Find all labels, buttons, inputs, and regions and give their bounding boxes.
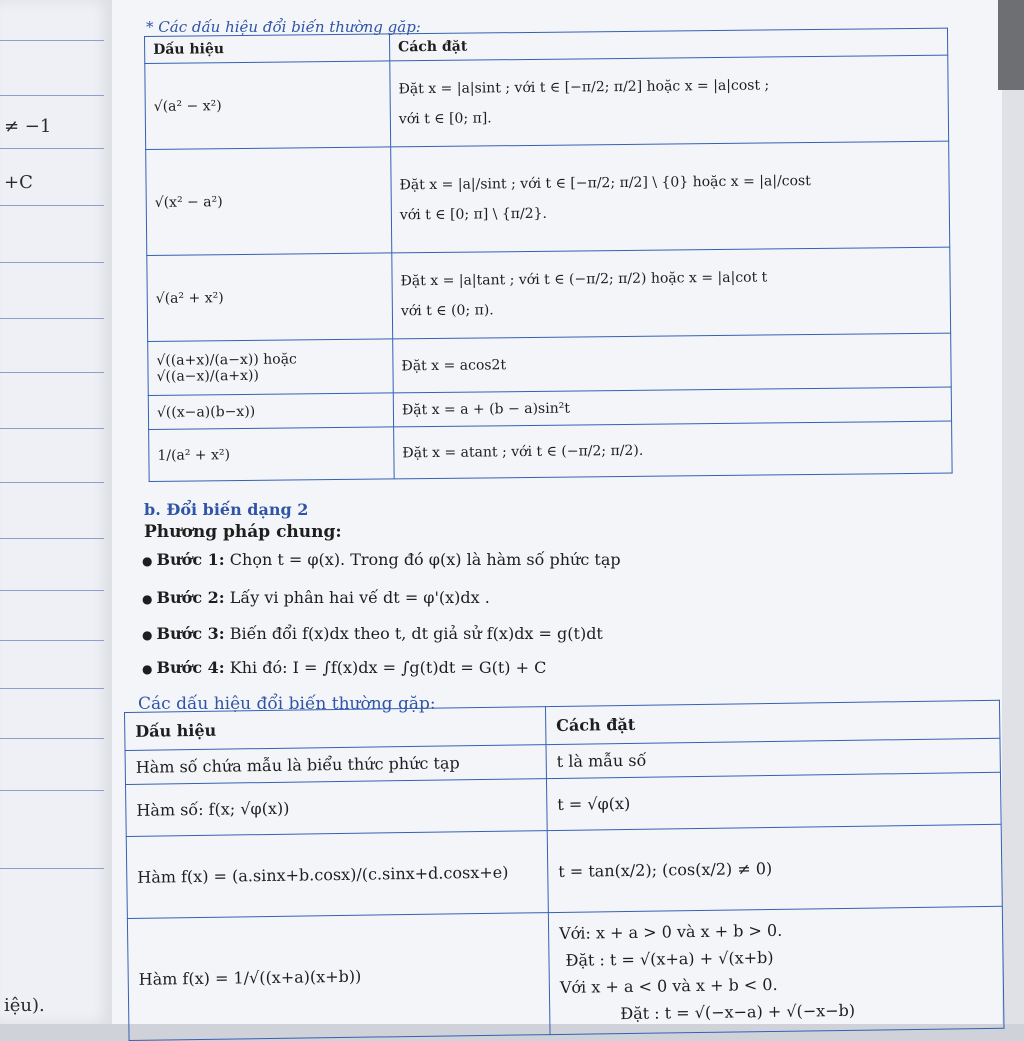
left-fragment-1: ≠ −1	[4, 116, 52, 137]
header-sign: Dấu hiệu	[125, 707, 546, 751]
method-line: Với: x + a > 0 và x + b > 0.	[558, 920, 783, 943]
header-method: Cách đặt	[545, 700, 999, 744]
table-row	[145, 55, 949, 149]
table-row	[149, 421, 953, 481]
step-label: Bước 3:	[156, 624, 225, 643]
table1-caption: * Các dấu hiệu đổi biến thường gặp:	[146, 18, 421, 36]
method-line-4: Đặt : t = √(−x−a) + √(−x−b)	[620, 1000, 856, 1023]
sign-cell: √((x−a)(b−x))	[148, 393, 393, 430]
method-cell: Đặt x = acos2t	[393, 333, 952, 393]
substitution-table-2	[124, 700, 1005, 1041]
step-4: ● Bước 4: Khi đó: I = ∫f(x)dx = ∫g(t)dt = G(t) + C	[142, 658, 547, 677]
method-line: Đặt x = |a|tant ; với t ∈ (−π/2; π/2) hoặc x = |a|cot t	[400, 268, 768, 289]
sign-cell: Hàm f(x) = 1/√((x+a)(x+b))	[127, 913, 550, 1041]
method-cell: Đặt x = atant ; với t ∈ (−π/2; π/2).	[394, 421, 953, 479]
left-fragment-3: iệu).	[4, 995, 45, 1016]
next-page-edge	[1002, 90, 1024, 1024]
table-row	[126, 824, 1002, 918]
method-heading: Phương pháp chung:	[144, 522, 342, 542]
sign-cell: √(x² − a²)	[146, 147, 392, 256]
step-text: Khi đó: I = ∫f(x)dx = ∫g(t)dt = G(t) + C	[229, 658, 547, 677]
method-line: Đặt x = |a|sint ; với t ∈ [−π/2; π/2] hoặc x = |a|cost ;	[398, 76, 770, 97]
method-cell: Đặt x = a + (b − a)sin²t	[393, 387, 951, 427]
step-2: ● Bước 2: Lấy vi phân hai vế dt = φ'(x)dx .	[142, 588, 490, 607]
method-cell: t là mẫu số	[546, 738, 1000, 778]
method-cell	[548, 906, 1004, 1034]
sign-cell: Hàm số chứa mẫu là biểu thức phức tạp	[125, 745, 546, 785]
method-line-2: với t ∈ (0; π).	[400, 301, 494, 319]
method-line-2: với t ∈ [0; π] \ {π/2}.	[399, 205, 548, 223]
method-cell: t = √φ(x)	[546, 772, 1001, 830]
method-cell	[392, 247, 951, 339]
step-label: Bước 1:	[156, 550, 225, 569]
desk-edge	[998, 0, 1024, 90]
table-row	[127, 906, 1004, 1040]
table-row	[147, 247, 951, 341]
header-method: Cách đặt	[389, 28, 947, 61]
step-label: Bước 4:	[156, 658, 225, 677]
step-1: ● Bước 1: Chọn t = φ(x). Trong đó φ(x) là hàm số phức tạp	[142, 550, 621, 569]
method-cell: t = tan(x/2); (cos(x/2) ≠ 0)	[547, 824, 1002, 912]
section-b-title: b. Đổi biến dạng 2	[144, 500, 309, 519]
sign-cell: √((a+x)/(a−x)) hoặc √((a−x)/(a+x))	[148, 339, 394, 396]
method-line-2: Đặt : t = √(x+a) + √(x+b)	[565, 947, 774, 970]
method-cell	[391, 141, 950, 253]
step-3: ● Bước 3: Biến đổi f(x)dx theo t, dt giả sử f(x)dx = g(t)dt	[142, 624, 603, 643]
step-text: Chọn t = φ(x). Trong đó φ(x) là hàm số phức tạp	[229, 550, 621, 569]
method-line: Đặt x = |a|/sint ; với t ∈ [−π/2; π/2] \ {0} hoặc x = |a|/cost	[399, 172, 811, 193]
table2-caption: Các dấu hiệu đổi biến thường gặp:	[138, 694, 436, 714]
step-text: Biến đổi f(x)dx theo t, dt giả sử f(x)dx = g(t)dt	[229, 624, 603, 643]
sign-cell: 1/(a² + x²)	[149, 427, 395, 482]
substitution-table-1	[144, 28, 953, 482]
sign-cell: Hàm số: f(x; √φ(x))	[126, 779, 548, 837]
step-text: Lấy vi phân hai vế dt = φ'(x)dx .	[229, 588, 490, 607]
method-line-2: với t ∈ [0; π].	[398, 109, 492, 127]
step-label: Bước 2:	[156, 588, 225, 607]
sign-cell: Hàm f(x) = (a.sinx+b.cosx)/(c.sinx+d.cosx+e)	[126, 831, 548, 919]
table-row	[146, 141, 950, 255]
header-sign: Dấu hiệu	[145, 34, 390, 64]
sign-cell: √(a² − x²)	[145, 61, 391, 150]
method-cell	[390, 55, 949, 147]
left-fragment-2: +C	[4, 172, 33, 193]
sign-cell: √(a² + x²)	[147, 253, 393, 342]
table-row	[148, 333, 952, 395]
previous-page	[0, 0, 113, 1024]
method-line-3: Với x + a < 0 và x + b < 0.	[559, 974, 778, 997]
